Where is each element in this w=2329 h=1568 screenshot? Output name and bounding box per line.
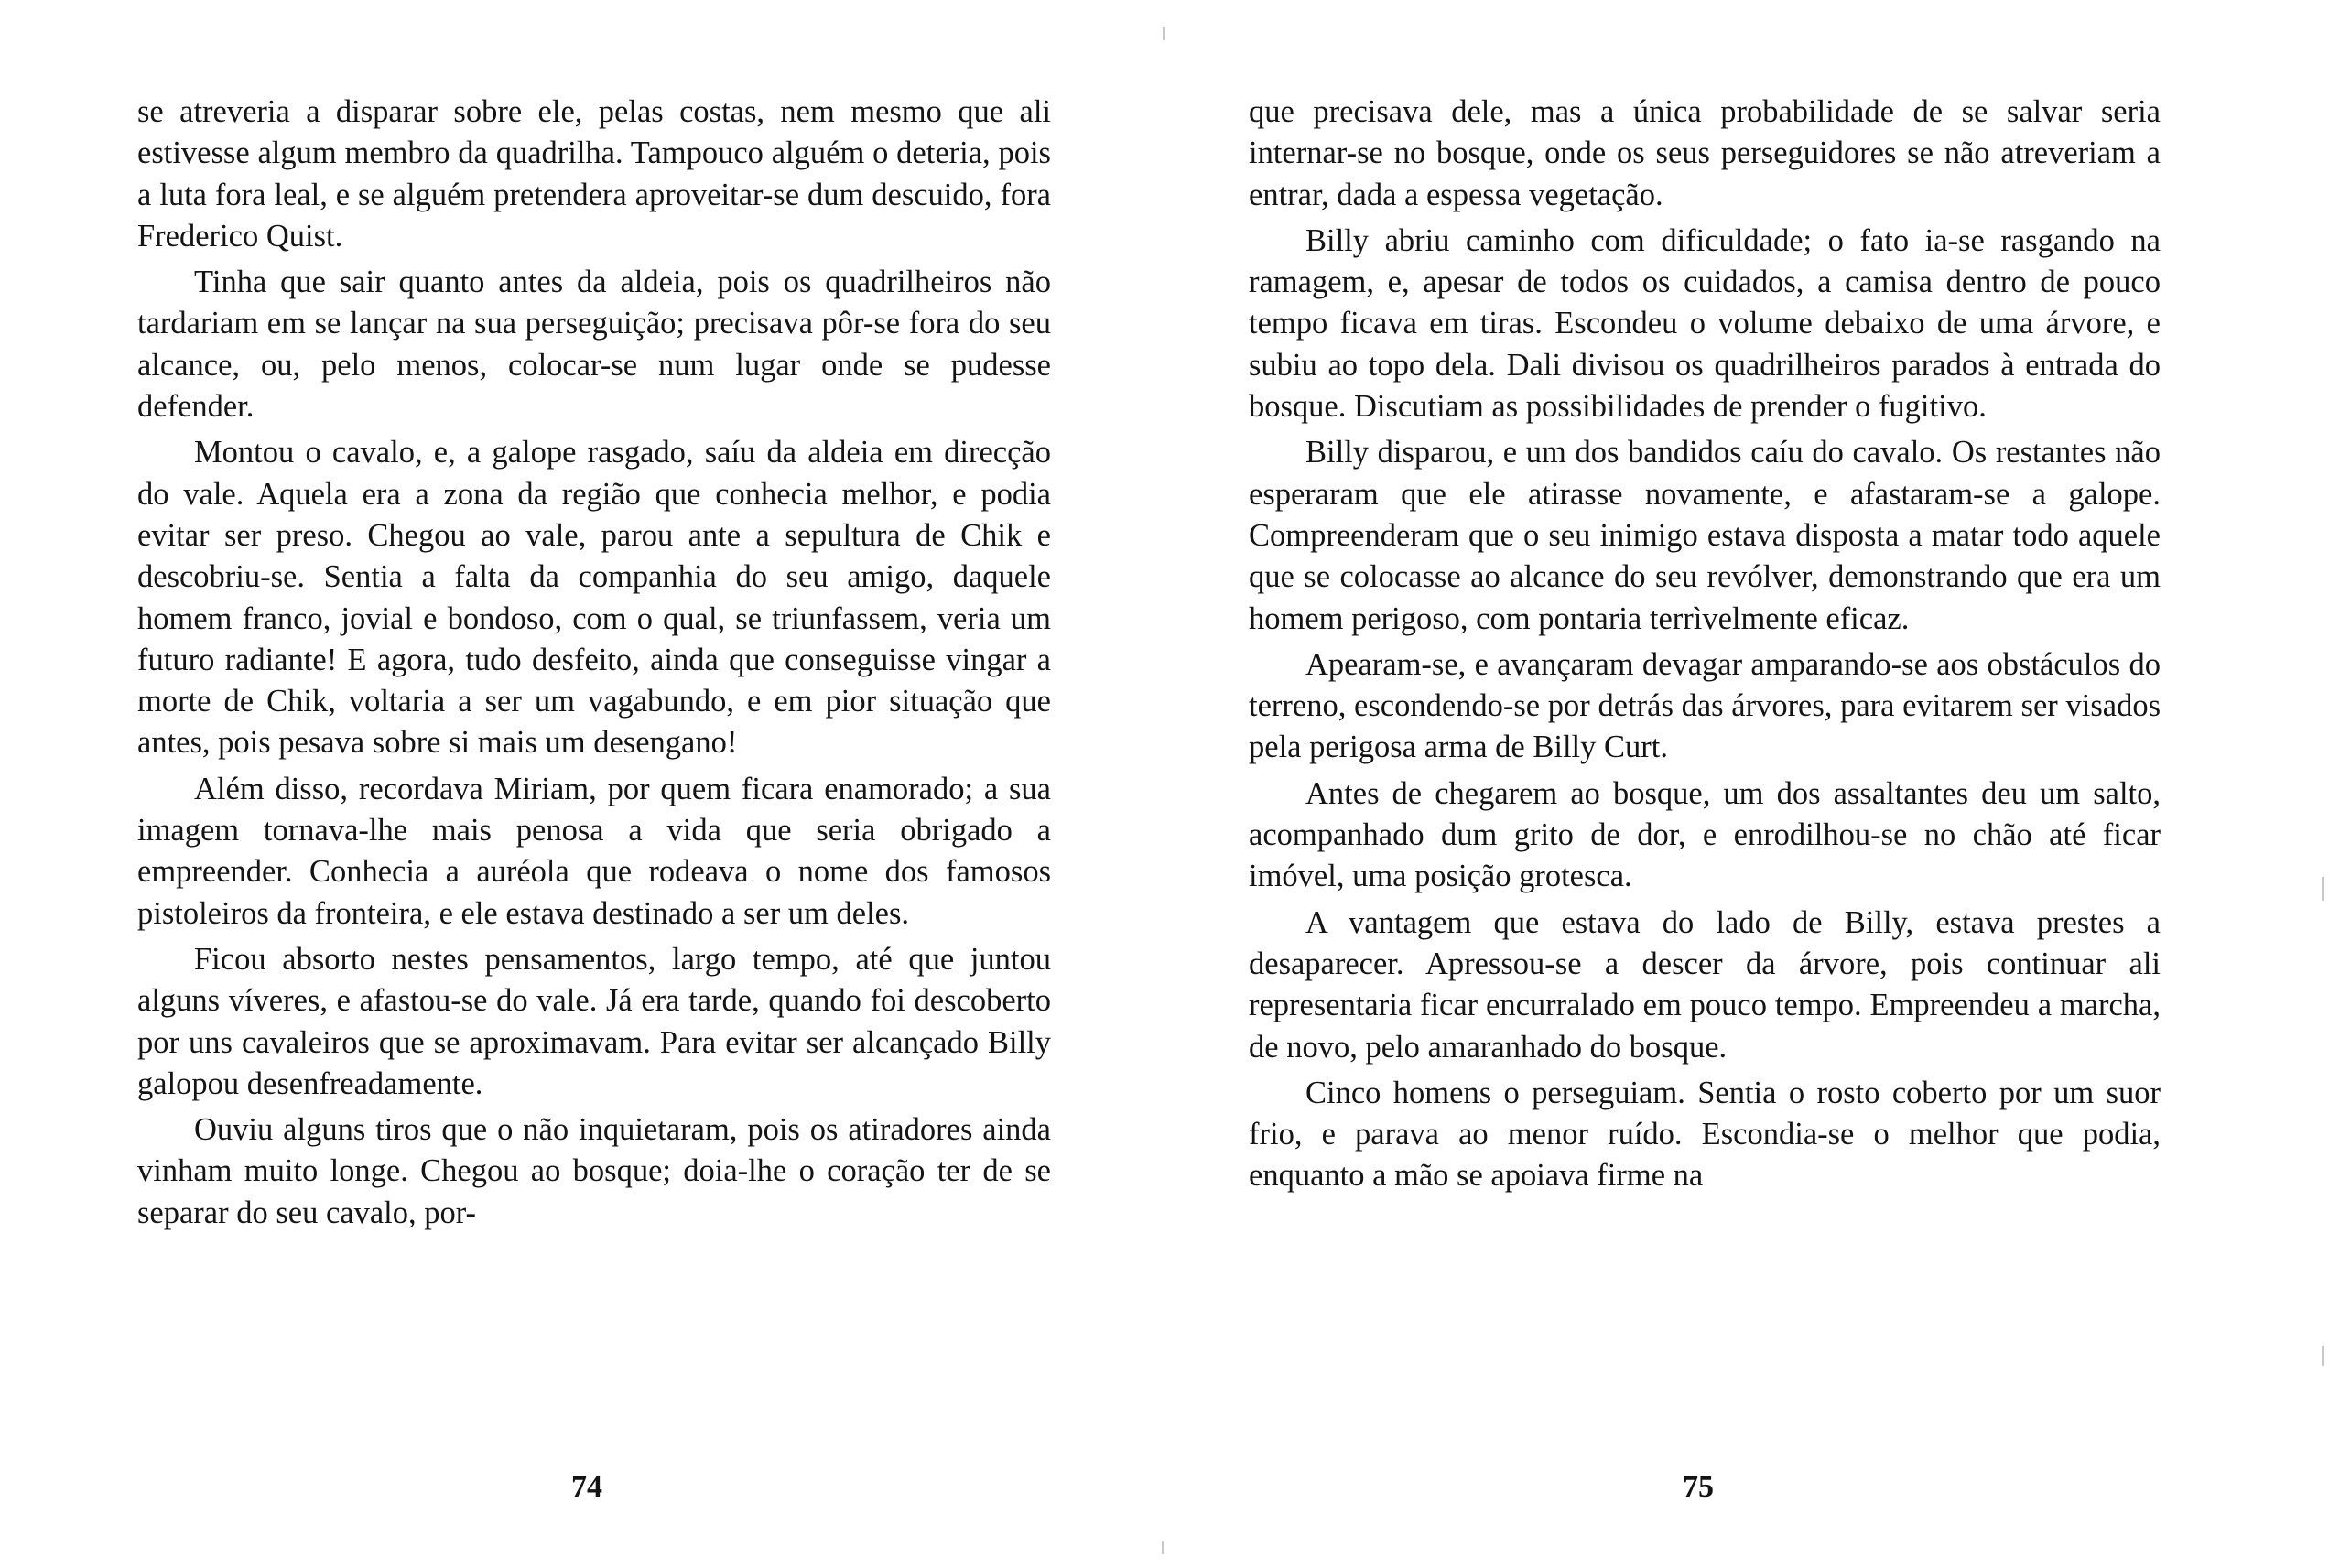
- left-paragraph-3: Montou o cavalo, e, a galope rasgado, saíu da aldeia em direcção do vale. Aquela era a zona da região que conhecia melhor, e podia evitar ser preso. Chegou ao vale, parou ante a sepultura de Chik e descobriu-se. Sentia a falta da companhia do seu amigo, daquele homem franco, jovial e bondoso, com o qual, se triunfassem, veria um futuro radiante! E agora, tudo desfeito, ainda que conseguisse vingar a morte de Chik, voltaria a ser um vagabundo, e em pior situação que antes, pois pesava sobre si mais um desengano!: [137, 435, 1051, 761]
- right-paragraph-4: Apearam-se, e avançaram devagar amparando-se aos obstáculos do terreno, escondendo-se por detrás das árvores, para evitarem ser visados pela perigosa arma de Billy Curt.: [1249, 646, 2161, 765]
- left-page: [137, 92, 1051, 1238]
- left-paragraph-5: Ficou absorto nestes pensamentos, largo tempo, até que juntou alguns víveres, e afastou-se do vale. Já era tarde, quando foi descoberto por uns cavaleiros que se aproximavam. Para evitar ser alcançado Billy galopou desenfreadamente.: [137, 941, 1051, 1101]
- right-paragraph-2: Billy abriu caminho com dificuldade; o fato ia-se rasgando na ramagem, e, apesar de todos os cuidados, a camisa dentro de pouco tempo ficava em tiras. Escondeu o volume debaixo de uma árvore, e subiu ao topo dela. Dali divisou os quadrilheiros parados à entrada do bosque. Discutiam as possibilidades de prender o fugitivo.: [1249, 222, 2161, 425]
- left-paragraph-1: se atreveria a disparar sobre ele, pelas costas, nem mesmo que ali estivesse algum membro da quadrilha. Tampouco alguém o deteria, pois a luta fora leal, e se alguém pretendera aproveitar-se dum descuido, fora Frederico Quist.: [137, 94, 1051, 254]
- right-paragraph-6: A vantagem que estava do lado de Billy, estava prestes a desaparecer. Apressou-se a descer da árvore, pois continuar ali representaria ficar encurralado em pouco tempo. Empreendeu a marcha, de novo, pelo amaranhado do bosque.: [1249, 904, 2161, 1065]
- left-paragraph-4: Além disso, recordava Miriam, por quem ficara enamorado; a sua imagem tornava-lhe mais penosa a vida que seria obrigado a empreender. Conhecia a auréola que rodeava o nome dos famosos pistoleiros da fronteira, e ele estava destinado a ser um deles.: [137, 771, 1051, 931]
- edge-mark-lower: [2322, 1346, 2324, 1366]
- right-paragraph-3: Billy disparou, e um dos bandidos caíu do cavalo. Os restantes não esperaram que ele atirasse novamente, e afastaram-se a galope. Compreenderam que o seu inimigo estava disposta a matar todo aquele que se colocasse ao alcance do seu revólver, demonstrando que era um homem perigoso, com pontaria terrìvelmente eficaz.: [1249, 435, 2161, 636]
- gutter-mark-bottom: [1162, 1541, 1164, 1554]
- right-page-number: 75: [1683, 1470, 1714, 1504]
- right-paragraph-5: Antes de chegarem ao bosque, um dos assaltantes deu um salto, acompanhado dum grito de dor, e enrodilhou-se no chão até ficar imóvel, uma posição grotesca.: [1249, 775, 2161, 894]
- right-paragraph-7: Cinco homens o perseguiam. Sentia o rosto coberto por um suor frio, e parava ao menor ruído. Escondia-se o melhor que podia, enquanto a mão se apoiava firme na: [1249, 1075, 2161, 1194]
- left-page-number: 74: [571, 1470, 602, 1504]
- right-paragraph-1: que precisava dele, mas a única probabilidade de se salvar seria internar-se no bosque, onde os seus perseguidores se não atreveriam a entrar, dada a espessa vegetação.: [1249, 94, 2161, 212]
- right-page: [1249, 92, 2161, 1202]
- edge-mark-upper: [2322, 877, 2324, 901]
- gutter-mark-top: [1163, 27, 1164, 40]
- left-paragraph-6: Ouviu alguns tiros que o não inquietaram, pois os atiradores ainda vinham muito longe. Chegou ao bosque; doia-lhe o coração ter de se separar do seu cavalo, por-: [137, 1112, 1051, 1230]
- left-paragraph-2: Tinha que sair quanto antes da aldeia, pois os quadrilheiros não tardariam em se lançar na sua perseguição; precisava pôr-se fora do seu alcance, ou, pelo menos, colocar-se num lugar onde se pudesse defender.: [137, 265, 1051, 425]
